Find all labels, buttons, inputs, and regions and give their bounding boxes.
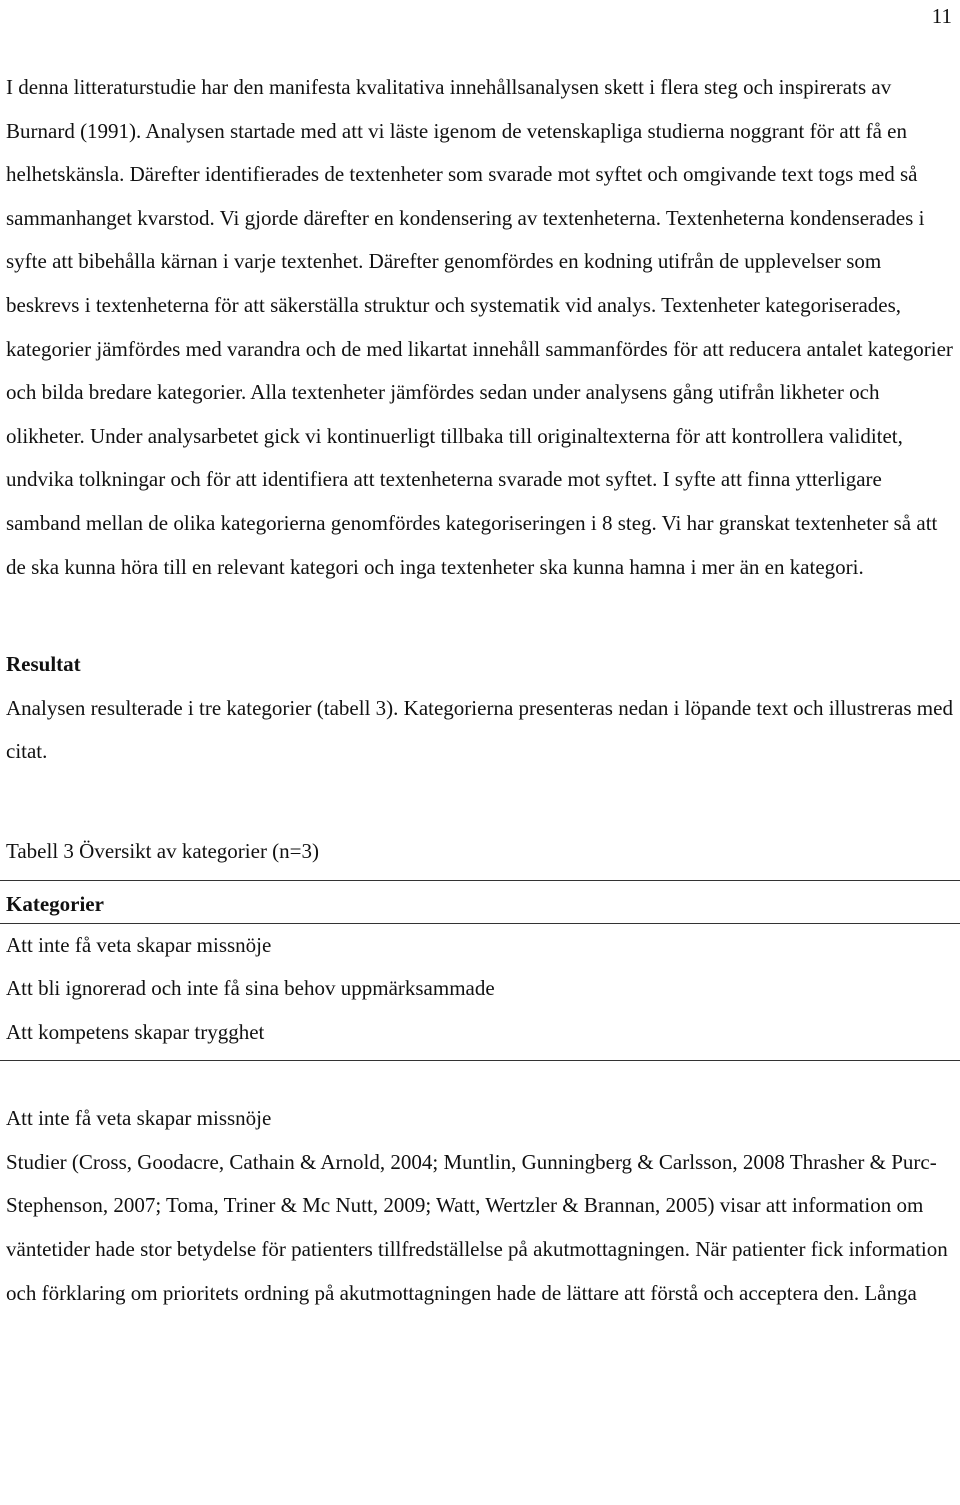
method-paragraph: I denna litteraturstudie har den manifesta kvalitativa innehållsanalysen skett i flera steg och inspirerats av Burnard (1991). Analysen startade med att vi läste igenom de vetenskapliga studierna noggrant för att få en helhetskänsla. Därefter identifierades de textenheter som svarade mot syftet och omgivande text togs med så sammanhanget kvarstod. Vi gjorde därefter en kondensering av textenheterna. Textenheterna kondenserades i syfte att bibehålla kärnan i varje textenhet. Därefter genomfördes en kodning utifrån de upplevelser som beskrevs i textenheterna för att säkerställa struktur och systematik vid analys. Textenheter kategoriserades, kategorier jämfördes med varandra och de med likartat innehåll sammanfördes för att reducera antalet kategorier och bilda bredare kategorier. Alla textenheter jämfördes sedan under analysens gång utifrån likheter och olikheter. Under analysarbetet gick vi kontinuerligt tillbaka till originaltexterna för att kontrollera validitet, undvika tolkningar och för att identifiera att textenheterna svarade mot syftet. I syfte att finna ytterligare samband mellan de olika kategorierna genomfördes kategoriseringen i 8 steg. Vi har granskat textenheter så att de ska kunna höra till en relevant kategori och inga textenheter ska kunna hamna i mer än en kategori. <box>6 75 953 579</box>
categories-table <box>0 880 960 1062</box>
table-row: Att bli ignorerad och inte få sina behov uppmärksammade <box>6 976 495 1001</box>
result-heading: Resultat <box>6 652 81 677</box>
table-row: Att inte få veta skapar missnöje <box>6 932 272 957</box>
table-bottom-rule <box>0 1060 960 1061</box>
page-number: 11 <box>931 4 952 28</box>
table-row: Att kompetens skapar trygghet <box>6 1019 265 1044</box>
section-heading: Att inte få veta skapar missnöje <box>6 1106 272 1131</box>
table-top-rule <box>0 880 960 881</box>
result-paragraph: Analysen resulterade i tre kategorier (tabell 3). Kategorierna presenteras nedan i löpande text och illustreras med citat. <box>6 695 953 764</box>
table-header: Kategorier <box>6 891 104 916</box>
section-paragraph: Studier (Cross, Goodacre, Cathain & Arnold, 2004; Muntlin, Gunningberg & Carlsson, 2008 Thrasher & Purc-Stephenson, 2007; Toma, Triner & Mc Nutt, 2009; Watt, Wertzler & Brannan, 2005) visar att information om väntetider hade stor betydelse för patienters tillfredställelse på akutmottagningen. När patienter fick information och förklaring om prioritets ordning på akutmottagningen hade de lättare att förstå och acceptera den. Långa <box>6 1149 948 1305</box>
document-body <box>6 66 956 1315</box>
table-caption: Tabell 3 Översikt av kategorier (n=3) <box>6 838 320 863</box>
